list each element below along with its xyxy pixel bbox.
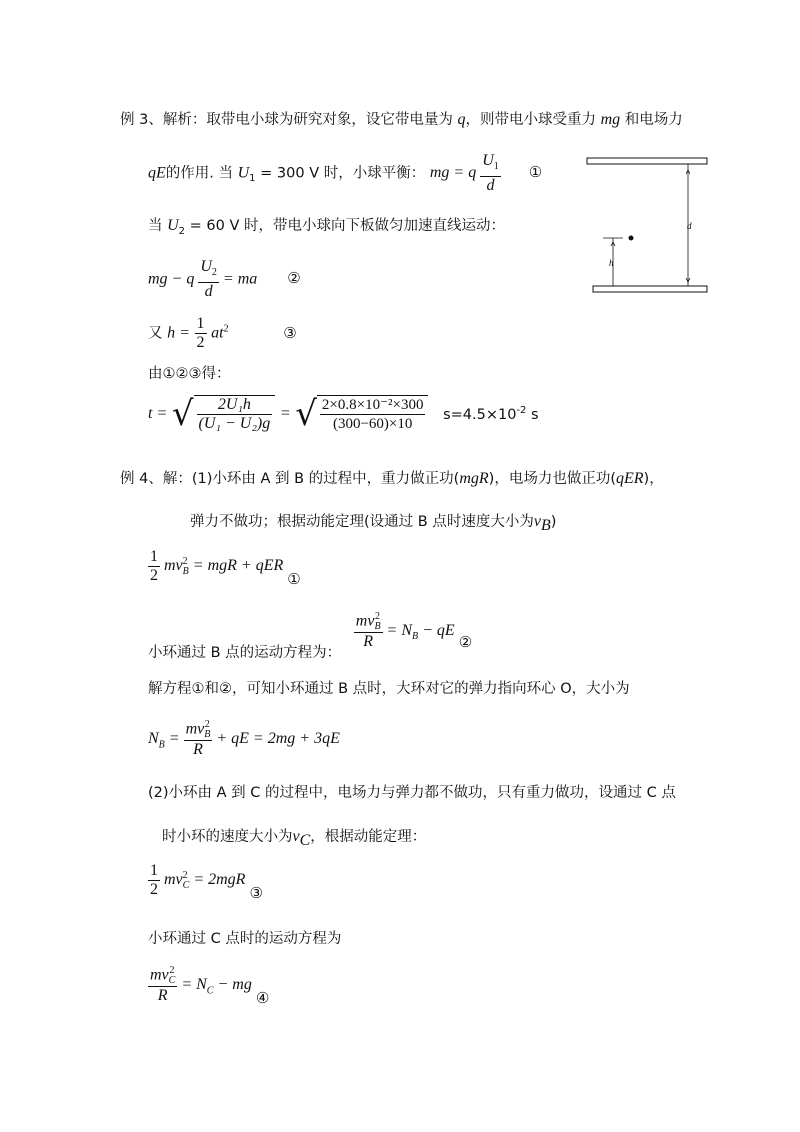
plate-diagram (585, 150, 715, 300)
ex4-part2-line2: 时小环的速度大小为$v_C$，根据动能定理： (162, 828, 427, 849)
eq3-mark: ③ (283, 323, 297, 342)
eq1-mark: ① (528, 163, 543, 182)
h-label: h (609, 258, 614, 268)
ex4-eq3-mark: ③ (249, 884, 263, 903)
ex4-solve-text: 解方程①和②，可知小环通过 B 点时，大环对它的弹力指向环心 O，大小为 (148, 681, 630, 697)
eq2-mark: ② (287, 269, 301, 288)
ex4-line1: 例 4、解：(1)小环由 A 到 B 的过程中，重力做正功(mgR)，电场力也做正功(qER)， (120, 470, 664, 487)
t-equation: t = √ $\frac{\text{2U₁h}}{\text{(U₁ − U₂)g}}$ = √ $\frac{\text{2×0.8×10⁻²×300}}{(300-60)\times 10}$ $s=4.5\times 10^{-2}$ s (148, 394, 539, 434)
ex4-line2: 弹力不做功；根据动能定理(设通过 B 点时速度大小为$v_B$) (190, 513, 557, 534)
ex3-line1: 例 3、解析：取带电小球为研究对象，设它带电量为 q，则带电小球受重力 mg 和电场力 (120, 111, 683, 128)
charged-ball (629, 236, 634, 241)
d-label: d (687, 221, 692, 231)
t-result: $s=4.5\times 10^{-2}$ s (443, 405, 539, 423)
ex4-eq1: $\frac{1}{2}$ mv 2 B = mgR + qER ① (150, 548, 301, 589)
ex3-line3: 当 $U_2 = 60$ V 时，带电小球向下板做匀加速直线运动： (148, 217, 506, 237)
ex4-eq2-mark: ② (458, 633, 473, 652)
ex4-eq1-mark: ① (287, 570, 301, 589)
ex4-motionC-text: 小环通过 C 点时的运动方程为 (148, 931, 342, 947)
ex4-eq4-mark: ④ (255, 989, 270, 1008)
ex4-eq4: mv 2 C R = $N_C$ − mg ④ (150, 965, 270, 1008)
derive-text: 由①②③得： (148, 366, 231, 382)
ex4-part2-line1: (2)小环由 A 到 C 的过程中，电场力与弹力都不做功，只有重力做功，设通过 C 点 (148, 785, 676, 801)
upper-plate (587, 158, 707, 164)
eq3: 又 h = $\frac{1}{2}$ $at^2$ ③ (148, 315, 297, 351)
eq2: mg − q $\frac{U_2}{d}$ = ma ② (148, 258, 301, 301)
ex4-NB: $N_B$ = mv 2 B R + qE = 2mg + 3qE (148, 719, 340, 758)
ex4-eq3: $\frac{1}{2}$ mv 2 C = 2mgR ③ (150, 862, 263, 903)
eq1: mg = q $\frac{U_1}{d}$ (429, 152, 499, 195)
ex4-motionB: 小环通过 B 点的运动方程为： mv 2 B R = $N_B$ − qE ② (148, 611, 473, 662)
ex3-line2: qE的作用. 当 $U_1 = 300$ V 时，小球平衡： mg = q $\frac{U_1}{d}$ ① (148, 152, 543, 195)
lower-plate (593, 286, 707, 292)
